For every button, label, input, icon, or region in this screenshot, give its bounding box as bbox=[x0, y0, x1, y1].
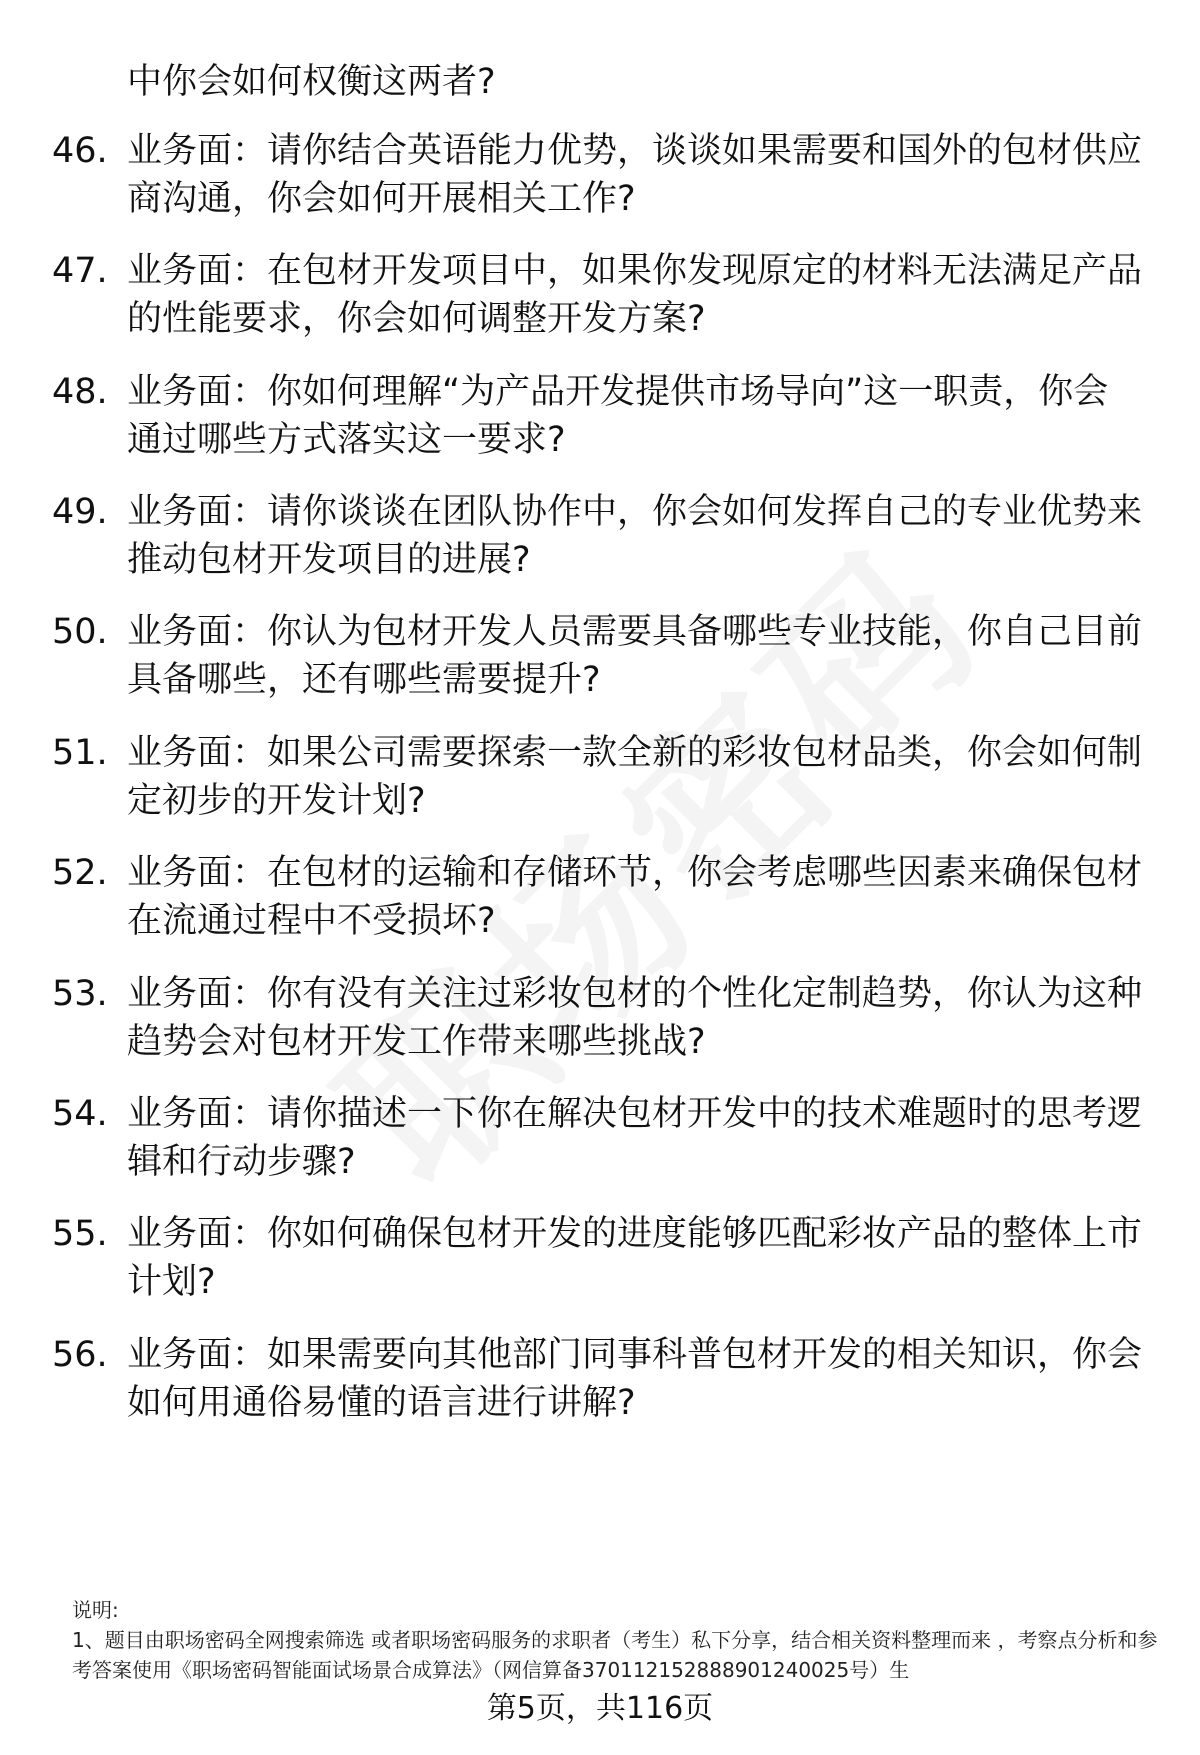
question-item bbox=[52, 970, 1142, 1066]
question-text: 业务面：请你谈谈在团队协作中，你会如何发挥自己的专业优势来推动包材开发项目的进展? bbox=[127, 492, 1143, 580]
question-item bbox=[52, 488, 1142, 584]
question-text: 业务面：请你结合英语能力优势，谈谈如果需要和国外的包材供应商沟通，你会如何开展相关工作? bbox=[127, 131, 1143, 219]
question-number: 53. bbox=[52, 974, 108, 1014]
notes-section bbox=[72, 1595, 1162, 1685]
page-footer: 第5页，共116页 bbox=[486, 1691, 714, 1726]
question-text: 业务面：你如何理解“为产品开发提供市场导向”这一职责，你会通过哪些方式落实这一要求? bbox=[127, 372, 1109, 460]
question-text: 业务面：你认为包材开发人员需要具备哪些专业技能，你自己目前具备哪些，还有哪些需要提升? bbox=[127, 612, 1143, 700]
question-item bbox=[52, 1331, 1142, 1427]
question-text: 业务面：你有没有关注过彩妆包材的个性化定制趋势，你认为这种趋势会对包材开发工作带来哪些挑战? bbox=[127, 974, 1143, 1062]
question-number: 49. bbox=[52, 492, 108, 532]
notes-heading: 说明: bbox=[72, 1598, 119, 1622]
question-item bbox=[52, 247, 1142, 343]
question-number: 46. bbox=[52, 131, 108, 171]
question-text: 业务面：在包材开发项目中，如果你发现原定的材料无法满足产品的性能要求，你会如何调整开发方案? bbox=[127, 251, 1143, 339]
question-number: 50. bbox=[52, 612, 108, 652]
question-number: 48. bbox=[52, 372, 108, 412]
question-number: 55. bbox=[52, 1214, 108, 1254]
question-text: 业务面：在包材的运输和存储环节，你会考虑哪些因素来确保包材在流通过程中不受损坏? bbox=[127, 853, 1143, 941]
question-number: 47. bbox=[52, 251, 108, 291]
question-text: 业务面：如果需要向其他部门同事科普包材开发的相关知识，你会如何用通俗易懂的语言进行讲解? bbox=[127, 1335, 1143, 1423]
question-item bbox=[52, 1090, 1142, 1186]
question-item bbox=[52, 849, 1142, 945]
question-item bbox=[52, 1210, 1142, 1306]
question-item bbox=[52, 368, 1142, 464]
question-text: 业务面：如果公司需要探索一款全新的彩妆包材品类，你会如何制定初步的开发计划? bbox=[127, 733, 1143, 821]
question-text: 业务面：请你描述一下你在解决包材开发中的技术难题时的思考逻辑和行动步骤? bbox=[127, 1094, 1143, 1182]
question-item bbox=[52, 729, 1142, 825]
question-item bbox=[52, 127, 1142, 223]
question-number: 52. bbox=[52, 853, 108, 893]
question-number: 56. bbox=[52, 1335, 108, 1375]
continuation-text: 中你会如何权衡这两者? bbox=[127, 62, 496, 102]
notes-line: 1、题目由职场密码全网搜索筛选 或者职场密码服务的求职者（考生）私下分享，结合相关资料整理而来 ，考察点分析和参考答案使用《职场密码智能面试场景合成算法》（网信算备370112152888901240025号）生 bbox=[72, 1628, 1158, 1682]
question-text: 业务面：你如何确保包材开发的进度能够匹配彩妆产品的整体上市计划? bbox=[127, 1214, 1143, 1302]
question-item bbox=[52, 608, 1142, 704]
question-number: 51. bbox=[52, 733, 108, 773]
question-number: 54. bbox=[52, 1094, 108, 1134]
